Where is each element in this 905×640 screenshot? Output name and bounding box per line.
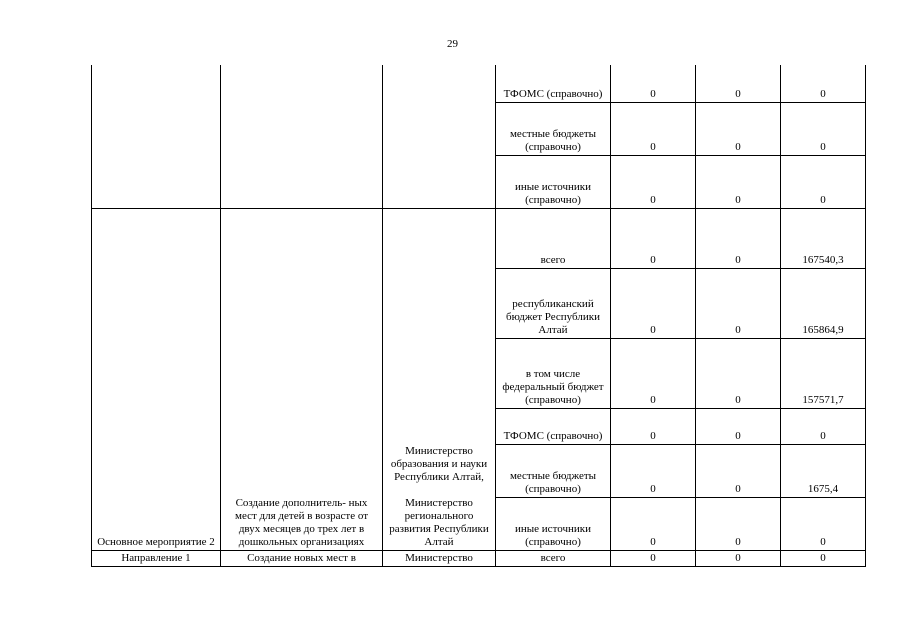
spacer <box>386 484 492 497</box>
value-cell: 0 <box>611 208 696 268</box>
value-cell: 0 <box>696 408 781 444</box>
value-cell: 0 <box>696 444 781 497</box>
value-cell: 0 <box>781 155 866 208</box>
empty-cell <box>383 65 496 208</box>
value-cell: 0 <box>696 155 781 208</box>
value-cell: 167540,3 <box>781 208 866 268</box>
funding-source-cell: иные источники (справочно) <box>496 497 611 550</box>
funding-source-cell: ТФОМС (справочно) <box>496 408 611 444</box>
table-row <box>92 550 866 566</box>
funding-source-cell: ТФОМС (справочно) <box>496 65 611 102</box>
empty-cell <box>92 65 221 208</box>
value-cell: 165864,9 <box>781 268 866 338</box>
value-cell: 0 <box>696 65 781 102</box>
value-cell: 0 <box>611 408 696 444</box>
funding-source-cell: иные источники (справочно) <box>496 155 611 208</box>
value-cell: 0 <box>781 408 866 444</box>
value-cell: 0 <box>696 338 781 408</box>
funding-source-cell: местные бюджеты (справочно) <box>496 444 611 497</box>
value-cell: 0 <box>611 338 696 408</box>
value-cell: 0 <box>696 550 781 566</box>
executor-name: Министерство образования и науки Республики Алтай, <box>390 444 488 483</box>
measure-label-cell: Основное мероприятие 2 <box>92 208 221 550</box>
value-cell: 0 <box>611 497 696 550</box>
table-row <box>92 208 866 268</box>
executor-cell <box>383 208 496 550</box>
value-cell: 0 <box>781 550 866 566</box>
direction-label-cell: Направление 1 <box>92 550 221 566</box>
funding-source-cell: в том числе федеральный бюджет (справочно) <box>496 338 611 408</box>
value-cell: 0 <box>611 444 696 497</box>
funding-source-cell: республиканский бюджет Республики Алтай <box>496 268 611 338</box>
value-cell: 0 <box>696 208 781 268</box>
value-cell: 0 <box>696 102 781 155</box>
value-cell: 1675,4 <box>781 444 866 497</box>
value-cell: 0 <box>781 497 866 550</box>
empty-cell <box>221 65 383 208</box>
value-cell: 0 <box>611 102 696 155</box>
value-cell: 0 <box>781 102 866 155</box>
budget-table <box>91 65 866 567</box>
executor-cell: Министерство <box>383 550 496 566</box>
funding-source-cell: местные бюджеты (справочно) <box>496 102 611 155</box>
value-cell: 0 <box>611 155 696 208</box>
executor-name: Министерство регионального развития Республики Алтай <box>389 496 489 548</box>
value-cell: 0 <box>611 268 696 338</box>
direction-description-cell: Создание новых мест в <box>221 550 383 566</box>
measure-description-cell: Создание дополнитель- ных мест для детей в возрасте от двух месяцев до трех лет в дошкольных организациях <box>221 208 383 550</box>
value-cell: 0 <box>696 268 781 338</box>
value-cell: 0 <box>696 497 781 550</box>
funding-source-cell: всего <box>496 208 611 268</box>
table-row <box>92 65 866 102</box>
page-number: 29 <box>447 38 458 50</box>
value-cell: 157571,7 <box>781 338 866 408</box>
value-cell: 0 <box>611 550 696 566</box>
funding-source-cell: всего <box>496 550 611 566</box>
value-cell: 0 <box>611 65 696 102</box>
value-cell: 0 <box>781 65 866 102</box>
